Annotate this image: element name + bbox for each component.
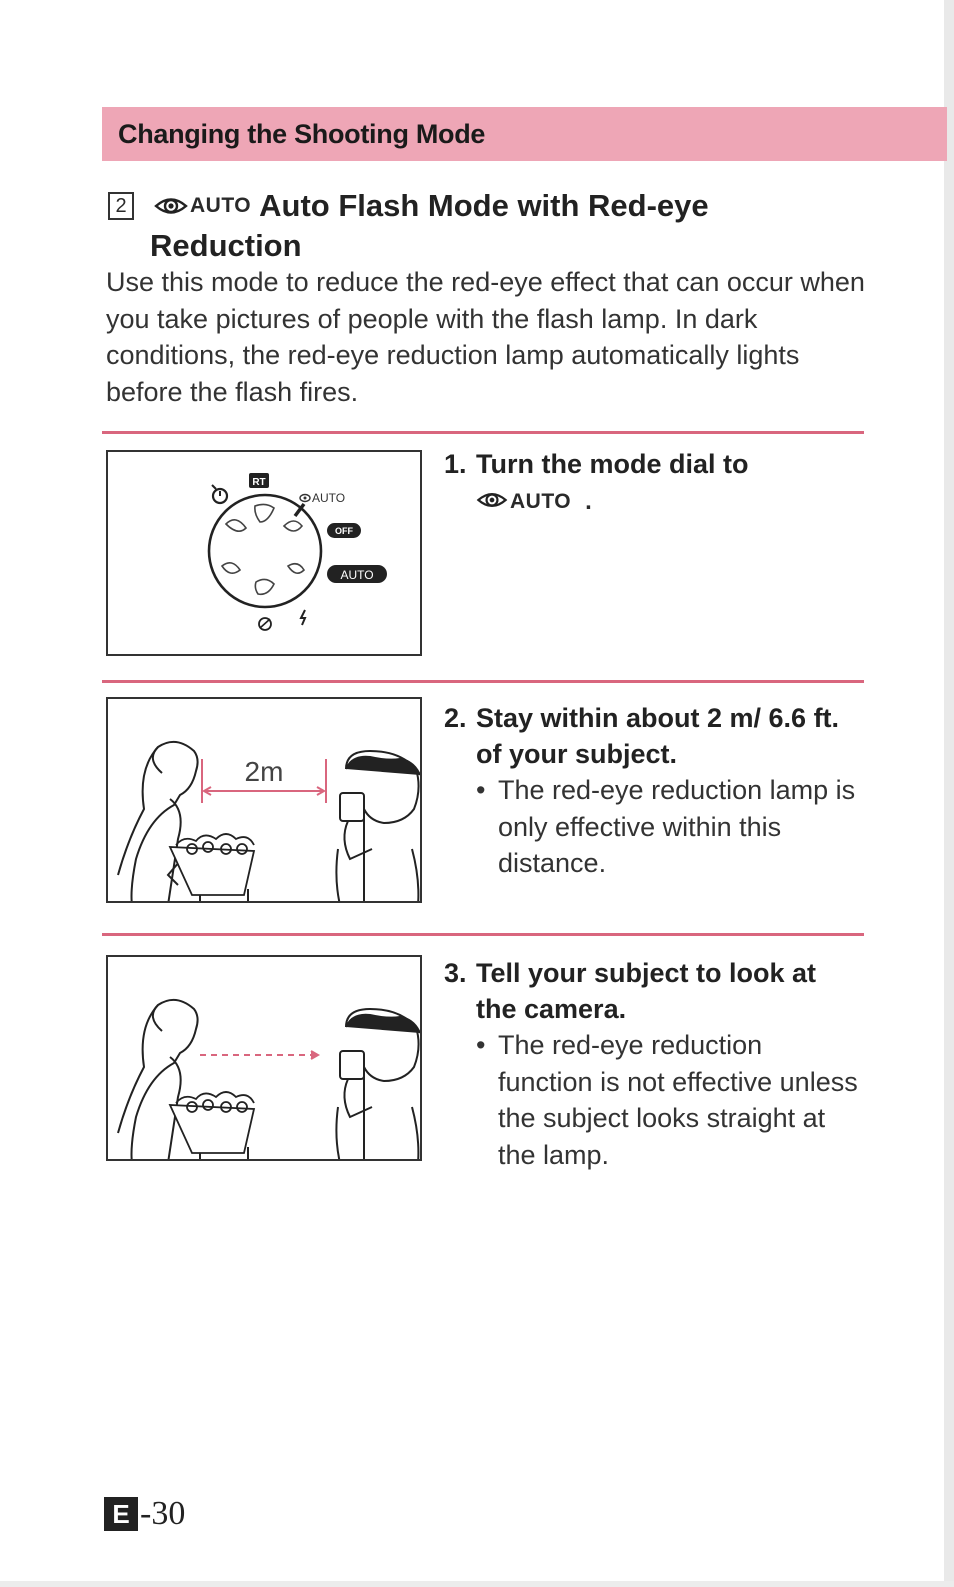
mode-label: AUTO <box>190 194 252 217</box>
red-eye-auto-mark <box>300 495 310 502</box>
section-number-box: 2 <box>108 192 134 220</box>
intro-paragraph: Use this mode to reduce the red-eye effect that can occur when you take pictures of people with the flash lamp. In dark conditions, the red-eye reduction lamp automatically lights before the flash fires. <box>106 267 865 407</box>
flower-bouquet <box>170 1092 254 1153</box>
mode-dial <box>209 495 321 607</box>
photographer-figure <box>336 1009 420 1161</box>
svg-text:OFF: OFF <box>335 526 353 536</box>
step-2 <box>444 700 864 882</box>
page-number <box>104 1495 185 1533</box>
flash-off-icon <box>259 618 271 630</box>
red-eye-icon <box>476 490 508 515</box>
divider-1 <box>102 431 864 434</box>
red-eye-icon <box>154 195 188 217</box>
look-at-camera-illustration <box>106 955 422 1161</box>
step-title: Stay within about 2 m/ 6.6 ft. of your subject. <box>476 703 840 769</box>
page-edge <box>944 0 954 1587</box>
svg-text:AUTO: AUTO <box>340 568 374 582</box>
step-1 <box>444 446 864 522</box>
section-banner <box>102 107 947 161</box>
language-badge: E <box>104 1497 138 1531</box>
heading-title-continued: Reduction <box>150 228 302 263</box>
svg-text:RT: RT <box>252 477 266 488</box>
step-title: Tell your subject to look at the camera. <box>476 958 817 1024</box>
heading-title: Auto Flash Mode with Red-eye <box>259 188 709 223</box>
mode-suffix: . <box>585 488 592 515</box>
bullet-dot: • <box>476 1030 486 1060</box>
step-3 <box>444 955 864 1173</box>
step-title: Turn the mode dial to <box>476 449 749 479</box>
step-bullet <box>476 1027 864 1173</box>
section-title: Changing the Shooting Mode <box>118 118 486 149</box>
bullet-text: The red-eye reduction function is not effective unless the subject looks straight at the lamp. <box>498 1030 858 1170</box>
distance-illustration <box>106 697 422 903</box>
flower-bouquet <box>170 834 254 895</box>
flash-icon <box>301 610 305 625</box>
step-number: 2. <box>444 703 467 733</box>
step-number: 3. <box>444 958 467 988</box>
bullet-dot: • <box>476 775 486 805</box>
bullet-text: The red-eye reduction lamp is only effective within this distance. <box>498 775 856 878</box>
step-number: 1. <box>444 449 467 479</box>
divider-3 <box>102 933 864 936</box>
mode-heading <box>108 186 908 266</box>
page-bottom-edge <box>0 1581 954 1587</box>
svg-text:AUTO: AUTO <box>312 491 346 505</box>
page-number-text: -30 <box>140 1495 186 1532</box>
step-bullet <box>476 772 864 882</box>
distance-label: 2m <box>244 756 284 787</box>
self-timer-icon <box>212 485 227 503</box>
divider-2 <box>102 680 864 683</box>
mode-label: AUTO <box>510 490 572 513</box>
step-mode <box>476 482 864 522</box>
gaze-arrow <box>200 1051 318 1059</box>
photographer-figure <box>336 751 420 903</box>
mode-dial-illustration <box>106 450 422 656</box>
